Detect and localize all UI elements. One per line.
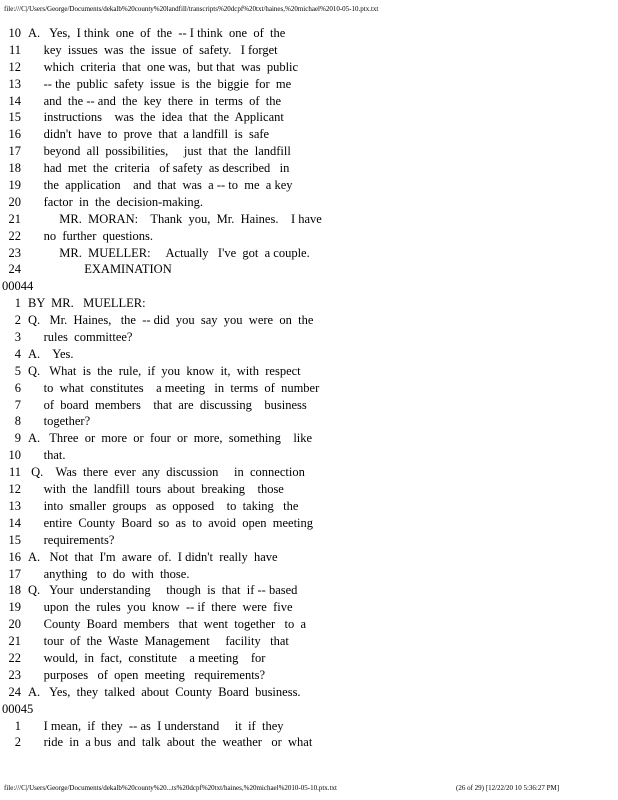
transcript-line (0, 261, 618, 278)
line-number: 24 (8, 684, 21, 699)
line-number: 2 (14, 313, 21, 328)
line-number: 23 (8, 245, 21, 260)
line-number: 12 (8, 482, 21, 497)
transcript-line (0, 498, 618, 515)
transcript-line (0, 380, 618, 397)
line-text: into smaller groups as opposed to taking the (28, 498, 299, 513)
line-text: MR. MUELLER: Actually I've got a couple. (28, 245, 310, 260)
line-number: 19 (8, 600, 21, 615)
transcript-line (0, 228, 618, 245)
line-number: 14 (8, 515, 21, 530)
transcript-line (0, 684, 618, 701)
line-text: together? (28, 414, 91, 429)
transcript-line (0, 532, 618, 549)
line-text: BY MR. MUELLER: (28, 296, 146, 311)
transcript-line (0, 143, 618, 160)
line-text: factor in the decision-making. (28, 194, 203, 209)
transcript-line (0, 397, 618, 414)
transcript-line (0, 346, 618, 363)
transcript-line (0, 93, 618, 110)
line-text: MR. MORAN: Thank you, Mr. Haines. I have (28, 211, 322, 226)
line-number: 1 (14, 296, 21, 311)
line-text: -- the public safety issue is the biggie for me (28, 76, 292, 91)
line-number: 24 (8, 262, 21, 277)
line-text: EXAMINATION (28, 262, 172, 277)
transcript-line (0, 194, 618, 211)
transcript-line (0, 515, 618, 532)
transcript-line (0, 413, 618, 430)
transcript-line (0, 177, 618, 194)
transcript-line (0, 160, 618, 177)
line-number: 11 (8, 465, 21, 480)
line-number: 15 (8, 110, 21, 125)
file-path-header: file:///C|/Users/George/Documents/dekalb%20county%20landfill/transcripts%20dcpf%20txt/haines,%20michael%2010-05-10.ptx.txt (4, 5, 379, 13)
transcript-line (0, 59, 618, 76)
transcript-line (0, 312, 618, 329)
line-number: 4 (14, 346, 21, 361)
footer-page-info: (26 of 29) [12/22/20 10 5:36:27 PM] (456, 784, 560, 792)
line-number: 19 (8, 178, 21, 193)
line-text: rules committee? (28, 330, 133, 345)
line-number: 9 (14, 431, 21, 446)
line-text: that. (28, 448, 66, 463)
transcript-line (0, 667, 618, 684)
line-text: which criteria that one was, but that was public (28, 59, 299, 74)
transcript-line (0, 126, 618, 143)
line-number: 8 (14, 414, 21, 429)
transcript-line (0, 633, 618, 650)
line-text: Q. What is the rule, if you know it, with respect (28, 363, 301, 378)
transcript-line (0, 430, 618, 447)
footer-file-path: file:///C|/Users/George/Documents/dekalb%20county%20...ts%20dcpf%20txt/haines,%20michael%2010-05-10.ptx.txt (4, 784, 337, 792)
line-text: beyond all possibilities, just that the landfill (28, 144, 291, 159)
line-text: A. Three or more or four or more, something like (28, 431, 313, 446)
line-number: 3 (14, 330, 21, 345)
line-number: 7 (14, 397, 21, 412)
line-number: 23 (8, 667, 21, 682)
transcript-line (0, 211, 618, 228)
page-marker-number: 00045 (2, 701, 34, 716)
line-text: to what constitutes a meeting in terms of number (28, 380, 320, 395)
line-text: would, in fact, constitute a meeting for (28, 650, 266, 665)
transcript-line (0, 582, 618, 599)
line-text: A. Yes, I think one of the -- I think one of the (28, 26, 286, 40)
line-text: purposes of open meeting requirements? (28, 667, 266, 682)
line-text: A. Yes. (28, 346, 74, 361)
line-number: 17 (8, 144, 21, 159)
transcript-line (0, 650, 618, 667)
line-number: 18 (8, 583, 21, 598)
page-marker-number: 00044 (2, 279, 34, 294)
transcript-line (0, 599, 618, 616)
transcript-line (0, 76, 618, 93)
line-text: tour of the Waste Management facility that (28, 634, 289, 649)
line-number: 16 (8, 549, 21, 564)
transcript-line (0, 481, 618, 498)
line-number: 13 (8, 76, 21, 91)
line-number: 11 (8, 42, 21, 57)
transcript-line (0, 25, 618, 42)
line-number: 10 (8, 448, 21, 463)
line-number: 17 (8, 566, 21, 581)
line-text: Q. Was there ever any discussion in connection (28, 465, 305, 480)
line-number: 12 (8, 59, 21, 74)
line-number: 22 (8, 650, 21, 665)
line-number: 21 (8, 211, 21, 226)
line-text: didn't have to prove that a landfill is safe (28, 127, 270, 142)
line-number: 14 (8, 93, 21, 108)
line-number: 16 (8, 127, 21, 142)
line-text: Q. Mr. Haines, the -- did you say you were on the (28, 313, 314, 328)
transcript-line (0, 734, 618, 751)
transcript-line (0, 566, 618, 583)
line-text: ride in a bus and talk about the weather or what (28, 735, 313, 750)
line-number: 18 (8, 161, 21, 176)
transcript-line (0, 447, 618, 464)
line-text: upon the rules you know -- if there were five (28, 600, 293, 615)
transcript-line (0, 42, 618, 59)
transcript-line (0, 549, 618, 566)
transcript-line (0, 245, 618, 262)
line-text: requirements? (28, 532, 115, 547)
transcript-line (0, 109, 618, 126)
line-text: anything to do with those. (28, 566, 190, 581)
line-number: 13 (8, 498, 21, 513)
line-text: Q. Your understanding though is that if -- based (28, 583, 298, 598)
line-text: had met the criteria of safety as described in (28, 161, 290, 176)
transcript-line (0, 363, 618, 380)
line-text: I mean, if they -- as I understand it if they (28, 718, 284, 733)
transcript-line (0, 616, 618, 633)
line-text: no further questions. (28, 228, 153, 243)
line-number: 10 (8, 26, 21, 40)
line-number: 20 (8, 617, 21, 632)
page-marker (0, 701, 618, 718)
line-number: 21 (8, 634, 21, 649)
line-text: A. Not that I'm aware of. I didn't really have (28, 549, 278, 564)
line-text: County Board members that went together to a (28, 617, 307, 632)
line-text: key issues was the issue of safety. I forget (28, 42, 278, 57)
transcript-body (0, 25, 618, 751)
transcript-line (0, 329, 618, 346)
line-number: 2 (14, 735, 21, 750)
transcript-line (0, 295, 618, 312)
line-text: the application and that was a -- to me a key (28, 178, 293, 193)
line-number: 1 (14, 718, 21, 733)
line-text: entire County Board so as to avoid open meeting (28, 515, 314, 530)
line-number: 5 (14, 363, 21, 378)
transcript-line (0, 718, 618, 735)
line-number: 15 (8, 532, 21, 547)
line-number: 22 (8, 228, 21, 243)
transcript-line (0, 464, 618, 481)
page-marker (0, 278, 618, 295)
line-text: instructions was the idea that the Applicant (28, 110, 284, 125)
line-text: with the landfill tours about breaking those (28, 482, 284, 497)
line-text: A. Yes, they talked about County Board business. (28, 684, 301, 699)
line-number: 20 (8, 194, 21, 209)
line-number: 6 (14, 380, 21, 395)
line-text: of board members that are discussing business (28, 397, 307, 412)
line-text: and the -- and the key there in terms of the (28, 93, 282, 108)
